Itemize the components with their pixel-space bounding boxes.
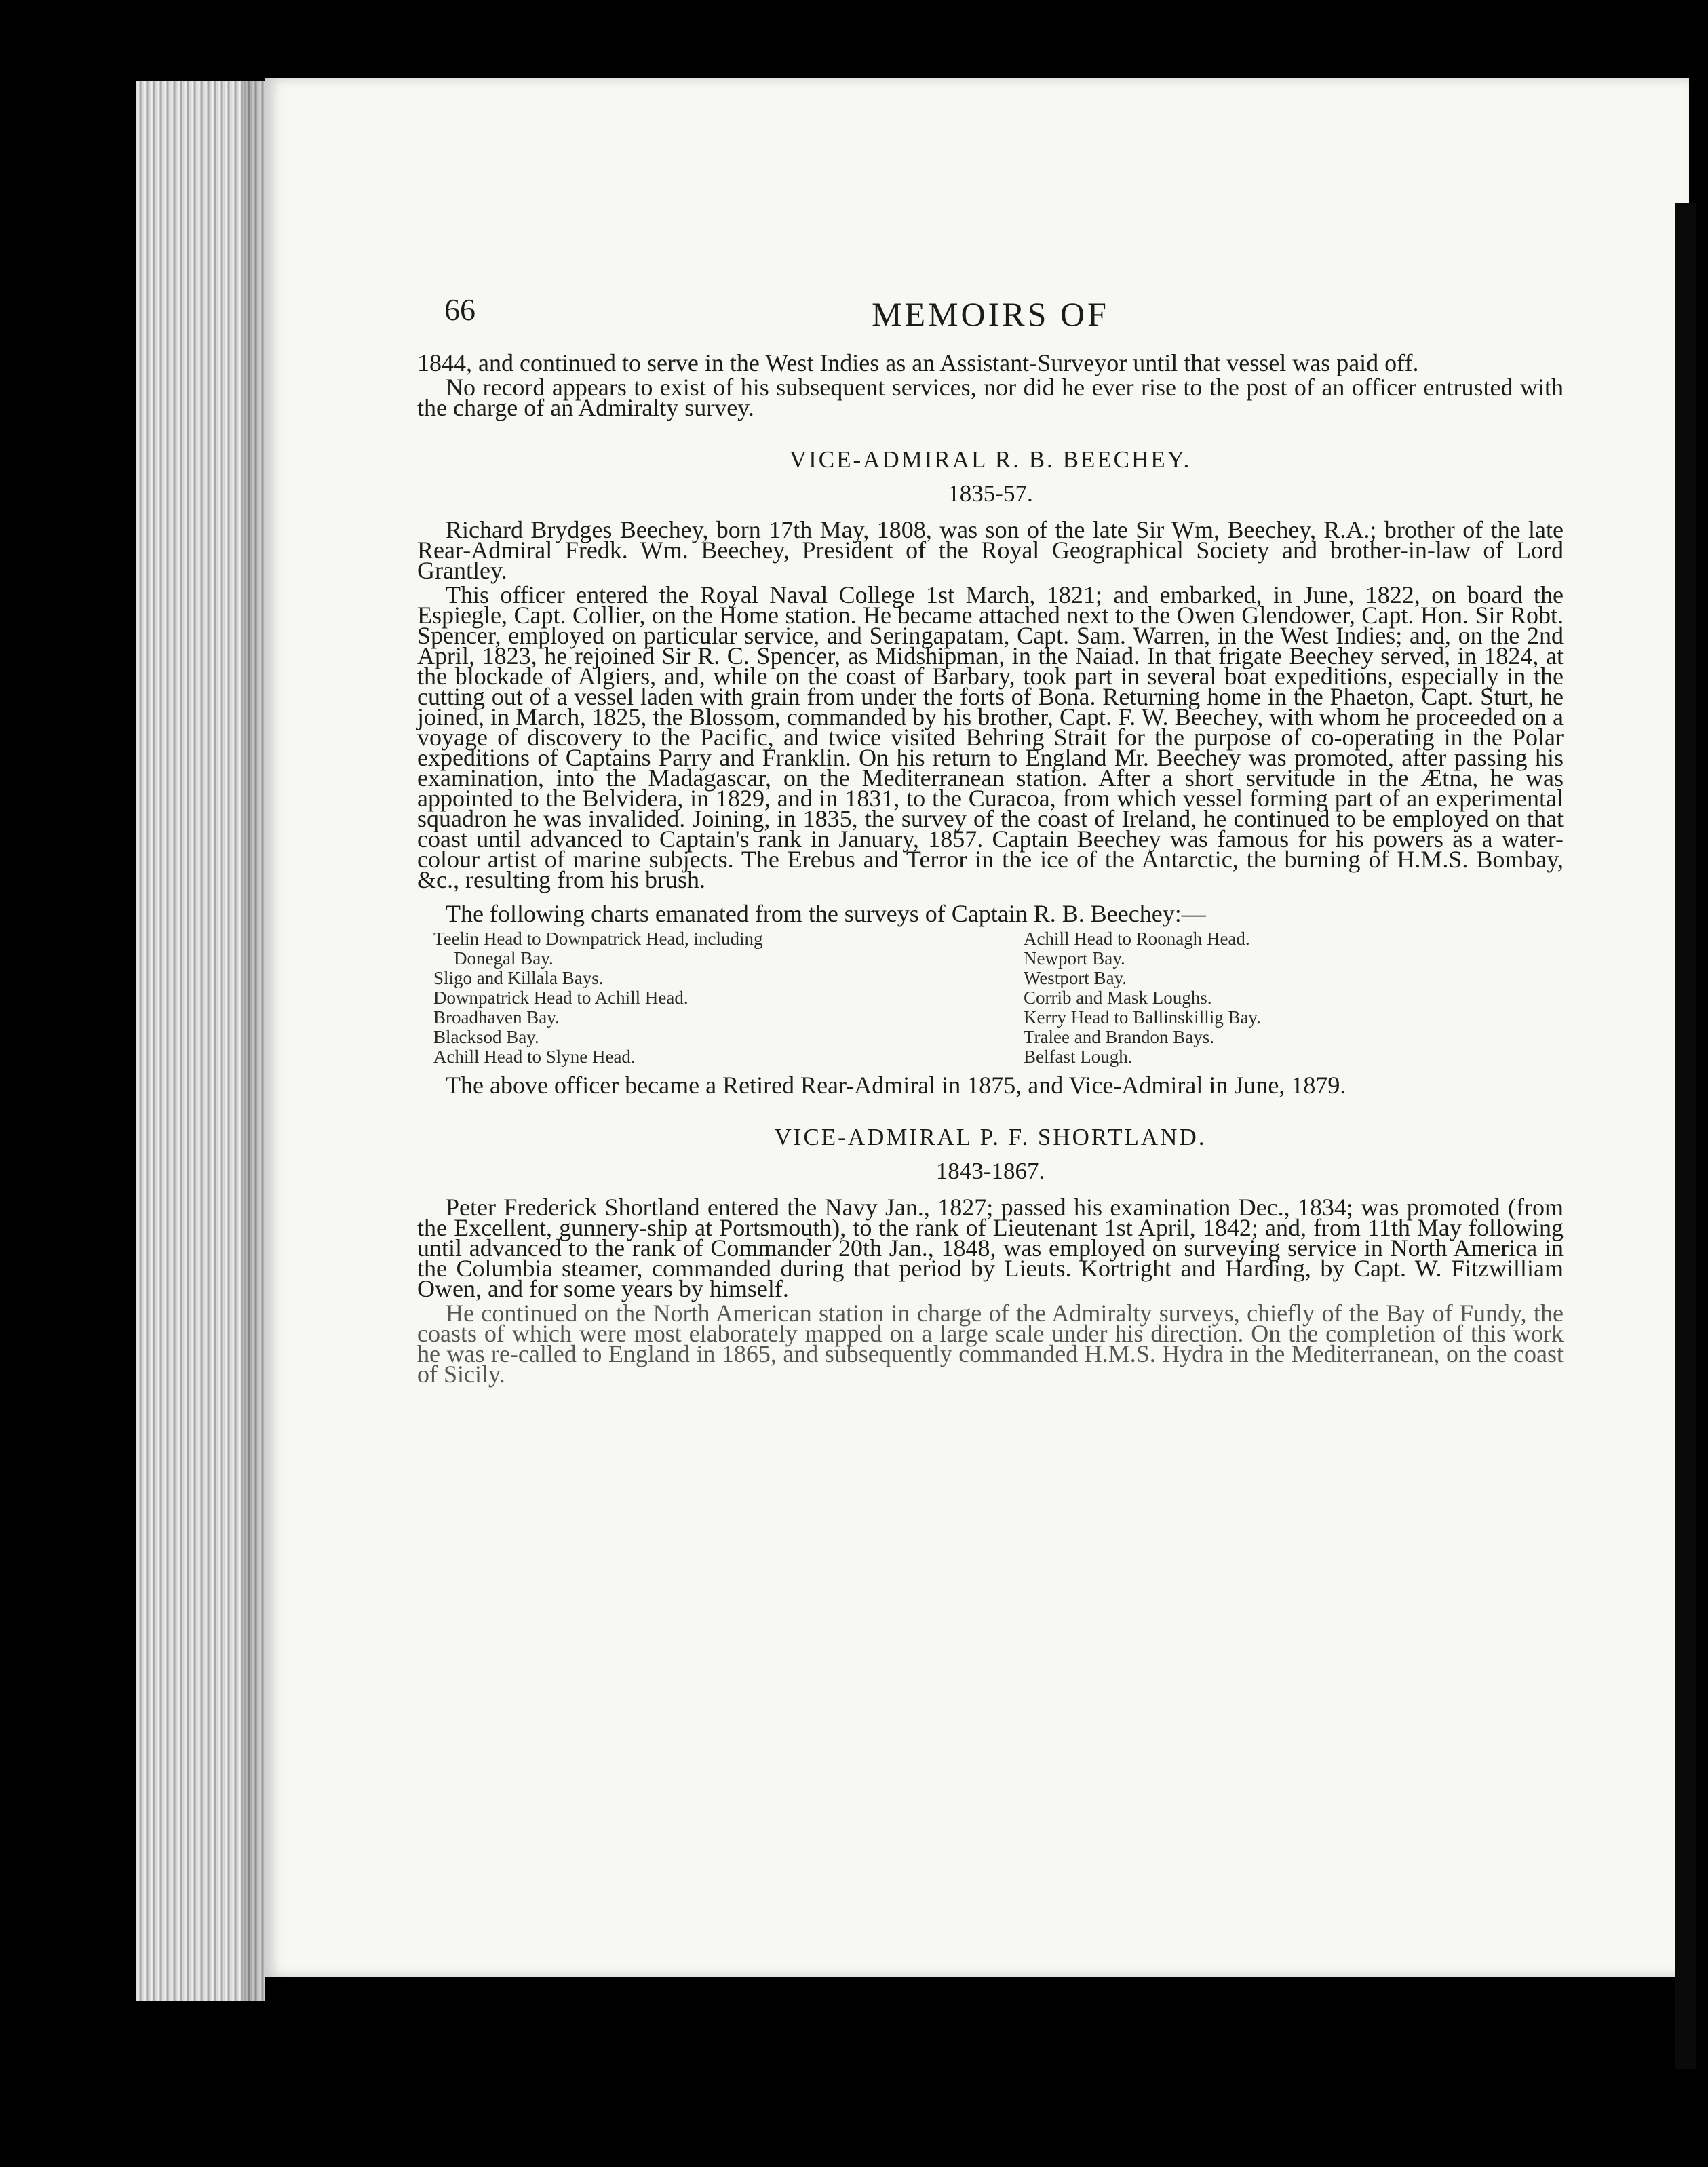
list-item: Kerry Head to Ballinskillig Bay. [1024, 1007, 1261, 1028]
list-item: Broadhaven Bay. [433, 1007, 560, 1028]
shortland-paragraph-2: He continued on the North American station in charge of the Admiralty surveys, chiefly of the Bay of Fundy, the coasts of which were most elaborately mapped on a large scale under his direction. On the completion of this work he was re-called to England in 1865, and subsequently commanded H.M.S. Hydra in the Mediterranean, on the coast of Sicily. [417, 1300, 1564, 1388]
section-heading-beechey: VICE-ADMIRAL R. B. BEECHEY. [789, 446, 1192, 473]
charts-list-right [1024, 929, 1539, 1067]
list-item: Achill Head to Slyne Head. [433, 1047, 636, 1067]
list-item: Downpatrick Head to Achill Head. [433, 988, 688, 1008]
list-item: Belfast Lough. [1024, 1047, 1133, 1067]
intro-paragraph-1: 1844, and continued to serve in the West Indies as an Assistant-Surveyor until that vessel was paid off. [417, 349, 1419, 376]
section-dates-shortland: 1843-1867. [935, 1158, 1045, 1184]
running-head [417, 278, 1564, 353]
list-item: Corrib and Mask Loughs. [1024, 988, 1212, 1008]
list-item: Blacksod Bay. [433, 1027, 539, 1047]
page-right-edge [1675, 203, 1696, 2069]
list-item: Newport Bay. [1024, 948, 1125, 969]
list-item: Donegal Bay. [454, 948, 554, 969]
beechey-paragraph-2: This officer entered the Royal Naval College 1st March, 1821; and embarked, in June, 1822, on board the Espiegle, Capt. Collier, on the Home station. He became attached next to the Owen Glendower, Capt. Hon. Sir Robt. Spencer, employed on particular service, and Seringapatam, Capt. Sam. Warren, in the West Indies; and, on the 2nd April, 1823, he rejoined Sir R. C. Spencer, as Midshipman, in the Naiad. In that frigate Beechey served, in 1824, at the blockade of Algiers, and, while on the coast of Barbary, took part in several boat expeditions, especially in the cutting out of a vessel laden with grain from under the forts of Bona. Returning home in the Phaeton, Capt. Sturt, he joined, in March, 1825, the Blossom, commanded by his brother, Capt. F. W. Beechey, with whom he proceeded on a voyage of discovery to the Pacific, and twice visited Behring Strait for the purpose of co-operating in the Polar expeditions of Captains Parry and Franklin. On his return to England Mr. Beechey was promoted, after passing his examination, into the Madagascar, on the Mediterranean station. After a short servitude in the Ætna, he was appointed to the Belvidera, in 1829, and in 1831, to the Curacoa, from which vessel forming part of an experimental squadron he was invalided. Joining, in 1835, the survey of the coast of Ireland, he continued to be employed on that coast until advanced to Captain's rank in January, 1857. Captain Beechey was famous for his powers as a water-colour artist of marine subjects. The Erebus and Terror in the ice of the Antarctic, the burning of H.M.S. Bombay, &c., resulting from his brush. [417, 581, 1564, 893]
list-item: Achill Head to Roonagh Head. [1024, 929, 1250, 949]
list-item: Westport Bay. [1024, 968, 1127, 988]
page-title: MEMOIRS OF [872, 295, 1109, 333]
section-dates-beechey: 1835-57. [948, 480, 1033, 507]
beechey-closing: The above officer became a Retired Rear-Admiral in 1875, and Vice-Admiral in June, 1879. [446, 1072, 1346, 1099]
page-number: 66 [444, 292, 475, 327]
page-content [417, 278, 1564, 1388]
intro-paragraph-2: No record appears to exist of his subsequent services, nor did he ever rise to the post of an officer entrusted with the charge of an Admiralty survey. [417, 374, 1564, 421]
list-item: Teelin Head to Downpatrick Head, including [433, 929, 763, 949]
list-item: Sligo and Killala Bays. [433, 968, 604, 988]
list-item: Tralee and Brandon Bays. [1024, 1027, 1214, 1047]
charts-list-left [433, 929, 1024, 1067]
shortland-paragraph-1: Peter Frederick Shortland entered the Navy Jan., 1827; passed his examination Dec., 1834; was promoted (from the Excellent, gunnery-ship at Portsmouth), to the rank of Lieutenant 1st April, 1842; and, from 11th May following until advanced to the rank of Commander 20th Jan., 1848, was employed on surveying service in North America in the Columbia steamer, commanded during that period by Lieuts. Kortright and Harding, by Capt. W. Fitzwilliam Owen, and for some years by himself. [417, 1194, 1564, 1302]
section-heading-shortland: VICE-ADMIRAL P. F. SHORTLAND. [774, 1124, 1207, 1150]
beechey-paragraph-1: Richard Brydges Beechey, born 17th May, 1808, was son of the late Sir Wm, Beechey, R.A.; brother of the late Rear-Admiral Fredk. Wm. Beechey, President of the Royal Geographical Society and brother-in-law of Lord Grantley. [417, 516, 1564, 584]
charts-intro: The following charts emanated from the surveys of Captain R. B. Beechey:— [446, 900, 1206, 927]
charts-list [433, 929, 1564, 1067]
